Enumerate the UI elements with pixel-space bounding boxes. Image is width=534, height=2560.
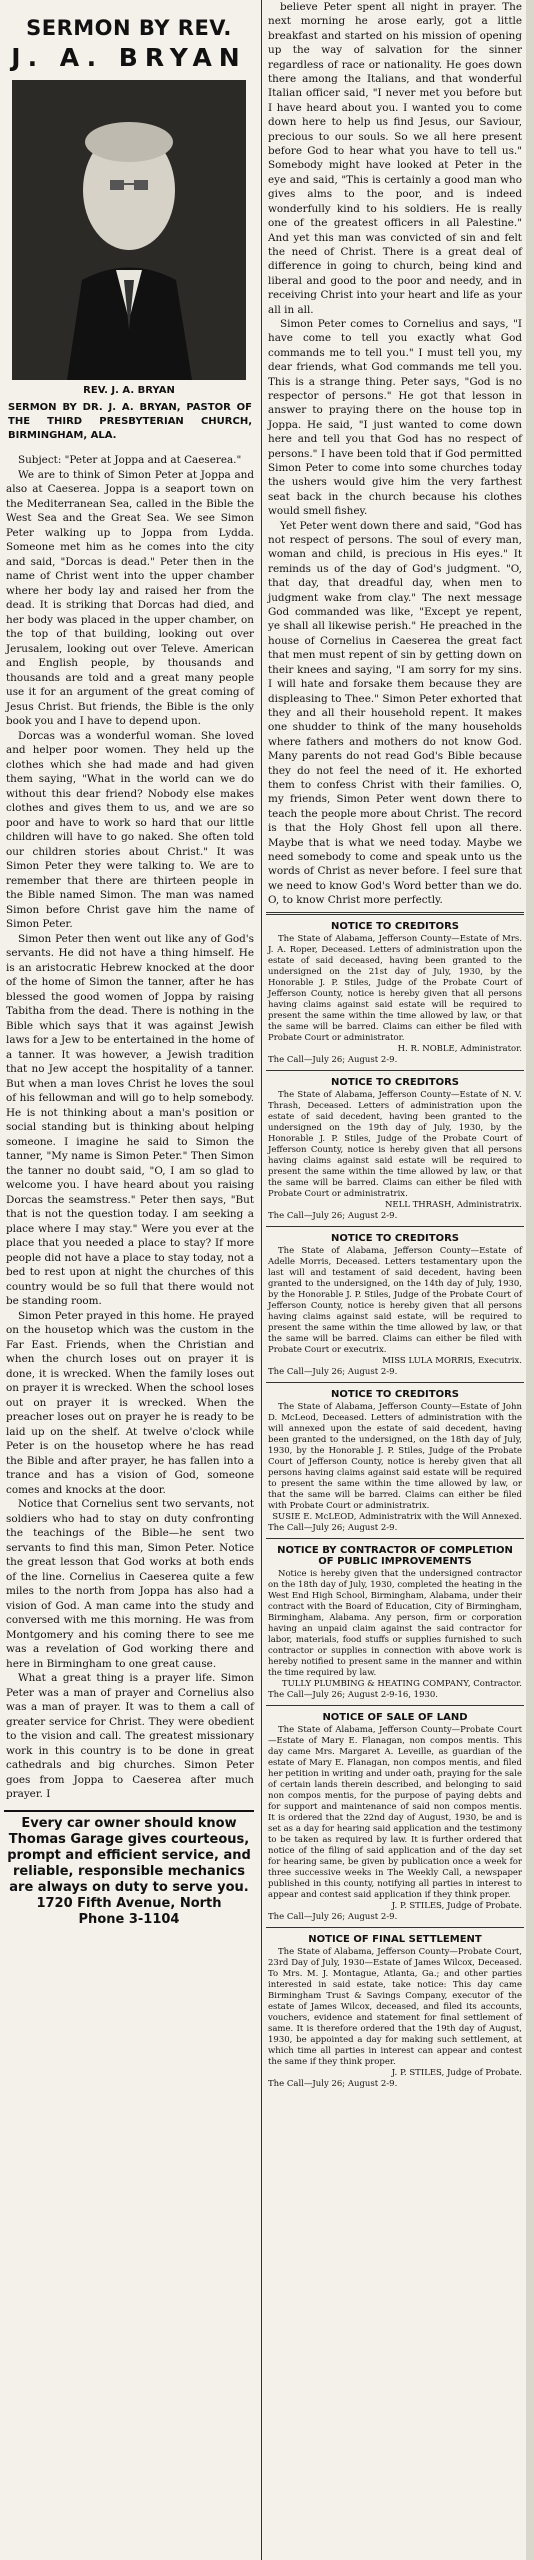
notice-text: The State of Alabama, Jefferson County—Probate Court, 23rd Day of July, 1930—Estate of James Wilcox, Deceased. To Mrs. M. J. Montague, Atlanta, Ga.; and other parties interested in said estate, take notice: This day came Birmingham Trust & Savings Company, executor of the estate of James Wilcox, deceased, and filed its accounts, vouchers, evidence and statement for final settlement of same. It is therefore ordered that the 19th day of August, 1930, be appointed a day for making such settlement, at which time all parties in interest can appear and contest the same if they think proper. xyxy=(268,1946,522,2067)
notice-divider xyxy=(266,1538,524,1539)
notice-signature: J. P. STILES, Judge of Probate. xyxy=(391,1900,522,1911)
notice-text: The State of Alabama, Jefferson County—Estate of N. V. Thrash, Deceased. Letters of administration upon the estate of said decedent, having been granted to the undersigned on the 19th day of July, 1930, by the Honorable J. P. Stiles, Judge of the Probate Court of Jefferson County, notice is hereby given that all persons having claims against said estate will be required to present the same within the time allowed by law, or that the same will be barred. Claims can either be filed with Probate Court or administratrix. xyxy=(268,1089,522,1199)
photo-caption-name: REV. J. A. BRYAN xyxy=(83,385,175,396)
portrait-figure xyxy=(12,80,246,380)
notice-signature: MISS LULA MORRIS, Executrix. xyxy=(382,1355,522,1366)
notice-signature: J. P. STILES, Judge of Probate. xyxy=(391,2067,522,2078)
notice-text: Notice is hereby given that the undersigned contractor on the 18th day of July, 1930, completed the heating in the West End High School, Birmingham, Alabama, under their contract with the Board of Education, City of Birmingham, Birmingham, Alabama. Any person, firm or corporation having an unpaid claim against the said contractor for labor, materials, food stuffs or supplies furnished to such contractor or supplies in connection with above work is hereby notified to present same in the manner and within the time required by law. xyxy=(268,1568,522,1678)
notice-dates: The Call—July 26; August 2-9. xyxy=(268,1366,398,1377)
sermon-paragraph: Simon Peter then went out like any of God's servants. He did not have a thing himself. He is an aristocratic Hebrew knocked at the door of the home of Simon the tanner, after he has blessed the good women of Joppa by raising Tabitha from the dead. There is nothing in the Bible which says that it was against Jewish laws for a Jew to be entertained in the home of a tanner. It was however, a Jewish tradition that no Jew accept the hospitality of a tanner. But when a man loves Christ he loves the soul of his fellowman and will go to help somebody. He is not thinking about a man's position or social standing but is thinking about helping someone. I imagine he said to Simon the tanner, "My name is Simon Peter." Then Simon the tanner no doubt said, "O, I am so glad to welcome you. I have heard about you raising Dorcas the seamstress." Peter then says, "But that is not the question today. I am seeking a place where I may stay." Were you ever at the place that you needed a place to stay? If more people did not have a place to stay today, not a bed to rest upon at night the churches of this country would be so full that there would not be standing room. xyxy=(6,932,254,1307)
notice-divider xyxy=(266,1226,524,1227)
notice-title: NOTICE OF FINAL SETTLEMENT xyxy=(308,1933,482,1945)
legal-notice xyxy=(268,1934,522,2090)
section-divider xyxy=(266,912,524,915)
sermon-paragraph: Notice that Cornelius sent two servants, not soldiers who had to stay on duty confronting the teachings of the Bible—he sent two servants to find this man, Simon Peter. Notice the great lesson that God works at both ends of the line. Cornelius in Caeserea quite a few miles to the north from Joppa has also had a vision of God. A man came into the study and conversed with me this morning. He was from Montgomery and his coming there to see me was a revelation of God working there and here in Birmingham to one great cause. xyxy=(6,1498,254,1670)
ad-line: are always on duty to serve you. xyxy=(9,1879,249,1895)
notice-text: The State of Alabama, Jefferson County—Probate Court—Estate of Mary E. Flanagan, non compos mentis. This day came Mrs. Margaret A. Leveille, as guardian of the estate of Mary E. Flanagan, non compos mentis, and filed her petition in writing and under oath, praying for the sale of certain lands therein described, and belonging to said non compos mentis, for the purpose of paying debts and for support and maintenance of said non compos mentis. It is ordered that the 22nd day of August, 1930, be and is set as a day for hearing said application and the testimony to be taken as required by law. It is further ordered that notice of the filing of said application and of the day set for hearing same, be given by publication once a week for three successive weeks in The Weekly Call, a newspaper published in this county, notifying all parties in interest to appear and contest said application if they think proper. xyxy=(268,1724,522,1900)
sermon-continued xyxy=(268,0,522,908)
ad-line: prompt and efficient service, and xyxy=(7,1847,251,1863)
legal-notice xyxy=(268,1233,522,1378)
sermon-paragraph: What a great thing is a prayer life. Simon Peter was a man of prayer and Cornelius also was a man of prayer. It was to them a call of greater service for Christ. They were obedient to the vision and call. The greatest missionary work in this country is to be done in great cathedrals and big churches. Simon Peter goes from Joppa to Caeserea after much prayer. I xyxy=(6,1672,254,1800)
notice-title: NOTICE TO CREDITORS xyxy=(331,1076,459,1088)
notice-title: NOTICE BY CONTRACTOR OF COMPLETION OF PUBLIC IMPROVEMENTS xyxy=(277,1544,513,1567)
ad-line: 1720 Fifth Avenue, North xyxy=(36,1895,222,1911)
sermon-column xyxy=(0,0,258,2560)
notice-divider xyxy=(266,1070,524,1071)
notice-signature: TULLY PLUMBING & HEATING COMPANY, Contractor. xyxy=(281,1678,522,1689)
notice-dates: The Call—July 26; August 2-9. xyxy=(268,1210,398,1221)
legal-notice xyxy=(268,1545,522,1701)
ad-line: Thomas Garage gives courteous, xyxy=(8,1831,250,1847)
legal-notice xyxy=(268,1712,522,1923)
adjacent-page-edge xyxy=(526,0,534,2560)
portrait-photo xyxy=(12,80,246,380)
sermon-paragraph: Subject: "Peter at Joppa and at Caeserea." xyxy=(18,454,242,466)
legal-notice xyxy=(268,1077,522,1222)
notice-signature: NELL THRASH, Administratrix. xyxy=(384,1199,522,1210)
sermon-paragraph: Simon Peter prayed in this home. He prayed on the housetop which was the custom in the Far East. Friends, when the Christian and when the church loses out on prayer it is done, it is wrecked. When the family loses out on prayer it is wrecked. When the school loses out on prayer it is wrecked. When the preacher loses out on prayer he is ready to be laid up on the shelf. At twelve o'clock while Peter is on the housetop where he has read the Bible and after prayer, he has fallen into a trance and has a vision of God, someone comes and knocks at the door. xyxy=(6,1309,254,1496)
sermon-paragraph: We are to think of Simon Peter at Joppa and also at Caeserea. Joppa is a seaport town on the Mediterranean Sea, called in the Bible the West Sea and the Great Sea. We see Simon Peter walking up to Joppa from Lydda. Someone met him as he comes into the city and said, "Dorcas is dead." Peter then in the name of Christ went into the upper chamber where her body lay and raised her from the dead. It is striking that Dorcas had died, and her body was placed in the upper chamber, on the top of that building, looking out over Jerusalem, looking out over Televe. American and English people, by thousands and thousands are told and a great many people use it for an argument of the great coming of Jesus Christ. But friends, the Bible is the only book you and I have to depend upon. xyxy=(6,468,254,727)
notice-text: The State of Alabama, Jefferson County—Estate of John D. McLeod, Deceased. Letters of administration with the will annexed upon the estate of said decedent, having been granted to the undersigned, on the 18th day of July, 1930, by the Honorable J. P. Stiles, Judge of the Probate Court of Jefferson County, notice is hereby given that all persons having claims against said estate will be required to present the same within the time allowed by law, or that the same will be barred. Claims can either be filed with Probate Court or administratrix. xyxy=(268,1401,522,1511)
headline-line-2: J. A. BRYAN xyxy=(11,43,247,72)
headline-line-1: SERMON BY REV. xyxy=(26,16,232,40)
notice-signature: SUSIE E. McLEOD, Administratrix with the Will Annexed. xyxy=(272,1511,522,1522)
notice-title: NOTICE OF SALE OF LAND xyxy=(322,1711,468,1723)
sermon-paragraph: believe Peter spent all night in prayer. The next morning he arose early, got a little breakfast and started on his mission of opening up the way of salvation for the sinner regardless of race or nationality. He goes down there among the Italians, and that wonderful Italian officer said, "I never met you before but I have heard about you. I wanted you to come down here to help us find Jesus, our Saviour, precious to our souls. So we all here present before God to hear what you have to tell us." Somebody might have looked at Peter in the eye and said, "This is certainly a good man who gives alms to the poor, and is indeed wonderfully kind to his soldiers. He is really one of the greatest officers in all Palestine." And yet this man was convicted of sin and felt the need of Christ. There is a great deal of difference in going to church, being kind and liberal and good to the poor and needy, and in receiving Christ into your heart and life as your all in all. xyxy=(268,1,522,316)
notice-dates: The Call—July 26; August 2-9. xyxy=(268,1911,398,1922)
notice-text: The State of Alabama, Jefferson County—Estate of Adelle Morris, Deceased. Letters testamentary upon the last will and testament of said decedent, having been granted to the undersigned, on the 14th day of July, 1930, by the Honorable J. P. Stiles, Judge of the Probate Court of Jefferson County, notice is hereby given that all persons having claims against said estate, will be required to present the same within the time allowed by law, or that the same will be barred. Claims can either be filed with Probate Court or executrix. xyxy=(268,1245,522,1355)
legal-notice xyxy=(268,1389,522,1534)
notice-divider xyxy=(266,1927,524,1928)
notice-dates: The Call—July 26; August 2-9. xyxy=(268,1054,398,1065)
sermon-paragraph: Dorcas was a wonderful woman. She loved and helper poor women. They held up the clothes which she had made and had given them saying, "What in the world can we do without this dear friend? Nobody else makes clothes and gives them to us, and we are so poor and have to work so hard that our little children will have to go naked. She often told our children stories about Christ." It was Simon Peter they were talking to. We are to remember that there are thirteen people in the Bible named Simon. The man was named Simon before Christ gave him the name of Simon Peter. xyxy=(6,729,254,930)
column-rule xyxy=(261,0,262,2560)
notice-title: NOTICE TO CREDITORS xyxy=(331,1388,459,1400)
notice-text: The State of Alabama, Jefferson County—Estate of Mrs. J. A. Roper, Deceased. Letters of administration upon the estate of said deceased, having been granted to the undersigned on the 21st day of July, 1930, by the Honorable J. P. Stiles, Judge of the Probate Court of Jefferson County, notice is hereby given that all persons having claims against said estate will be required to present the same within the time allowed by law, or that the same will be barred. Claims can either be filed with Probate Court or administrator. xyxy=(268,933,522,1043)
sermon-body xyxy=(6,453,254,1802)
sermon-caption: SERMON BY DR. J. A. BRYAN, PASTOR OF THE THIRD PRESBYTERIAN CHURCH, BIRMINGHAM, ALA. xyxy=(8,402,252,441)
ad-line: Every car owner should know xyxy=(21,1815,237,1831)
notice-dates: The Call—July 26; August 2-9. xyxy=(268,2078,398,2089)
right-column xyxy=(266,0,524,2560)
notice-divider xyxy=(266,1382,524,1383)
notice-title: NOTICE TO CREDITORS xyxy=(331,1232,459,1244)
notice-divider xyxy=(266,1705,524,1706)
thomas-garage-ad xyxy=(4,1810,254,1928)
ad-line: Phone 3-1104 xyxy=(78,1911,180,1927)
notice-dates: The Call—July 26; August 2-9-16, 1930. xyxy=(268,1689,438,1700)
ad-line: reliable, responsible mechanics xyxy=(13,1863,245,1879)
sermon-paragraph: Simon Peter comes to Cornelius and says, "I have come to tell you exactly what God commands me to tell you." I must tell you, my dear friends, what God commands me tell you. This is a strange thing. Peter says, "God is no respector of persons." He got that lesson in answer to praying there on the house top in Joppa. He said, "I just wanted to come down here and tell you that God has no respect of persons." I have been told that if God permitted Simon Peter to come into some churches today the ushers would give him the very farthest seat back in the church because his clothes would smell fishey. xyxy=(268,317,522,518)
notice-title: NOTICE TO CREDITORS xyxy=(331,920,459,932)
notice-dates: The Call—July 26; August 2-9. xyxy=(268,1522,398,1533)
legal-notice xyxy=(268,921,522,1066)
sermon-paragraph: Yet Peter went down there and said, "God has not respect of persons. The soul of every man, woman and child, is precious in His eyes." It reminds us of the day of God's judgment. "O, that day, that dreadful day, when men to judgment wake from clay." The next message God commanded was like, "Except ye repent, ye shall all likewise perish." He preached in the house of Cornelius in Caeserea the great fact that men must repent of sin by getting down on their knees and saying, "I am sorry for my sins. I will hate and forsake them because they are displeasing to Thee." Simon Peter exhorted that they and all their household repent. It makes one shudder to think of the many households where fathers and mothers do not know God. Many parents do not read God's Bible because they do not feel the need of it. He exhorted them to confess Christ with their families. O, my friends, Simon Peter went down there to teach the people more about Christ. The record is that the Holy Ghost fell upon all there. Maybe that is what we need today. Maybe we need somebody to come and speak unto us the words of Christ as never before. I feel sure that we need to know God's Word better than we do. O, to know Christ more perfectly. xyxy=(268,519,522,907)
notice-signature: H. R. NOBLE, Administrator. xyxy=(397,1043,522,1054)
